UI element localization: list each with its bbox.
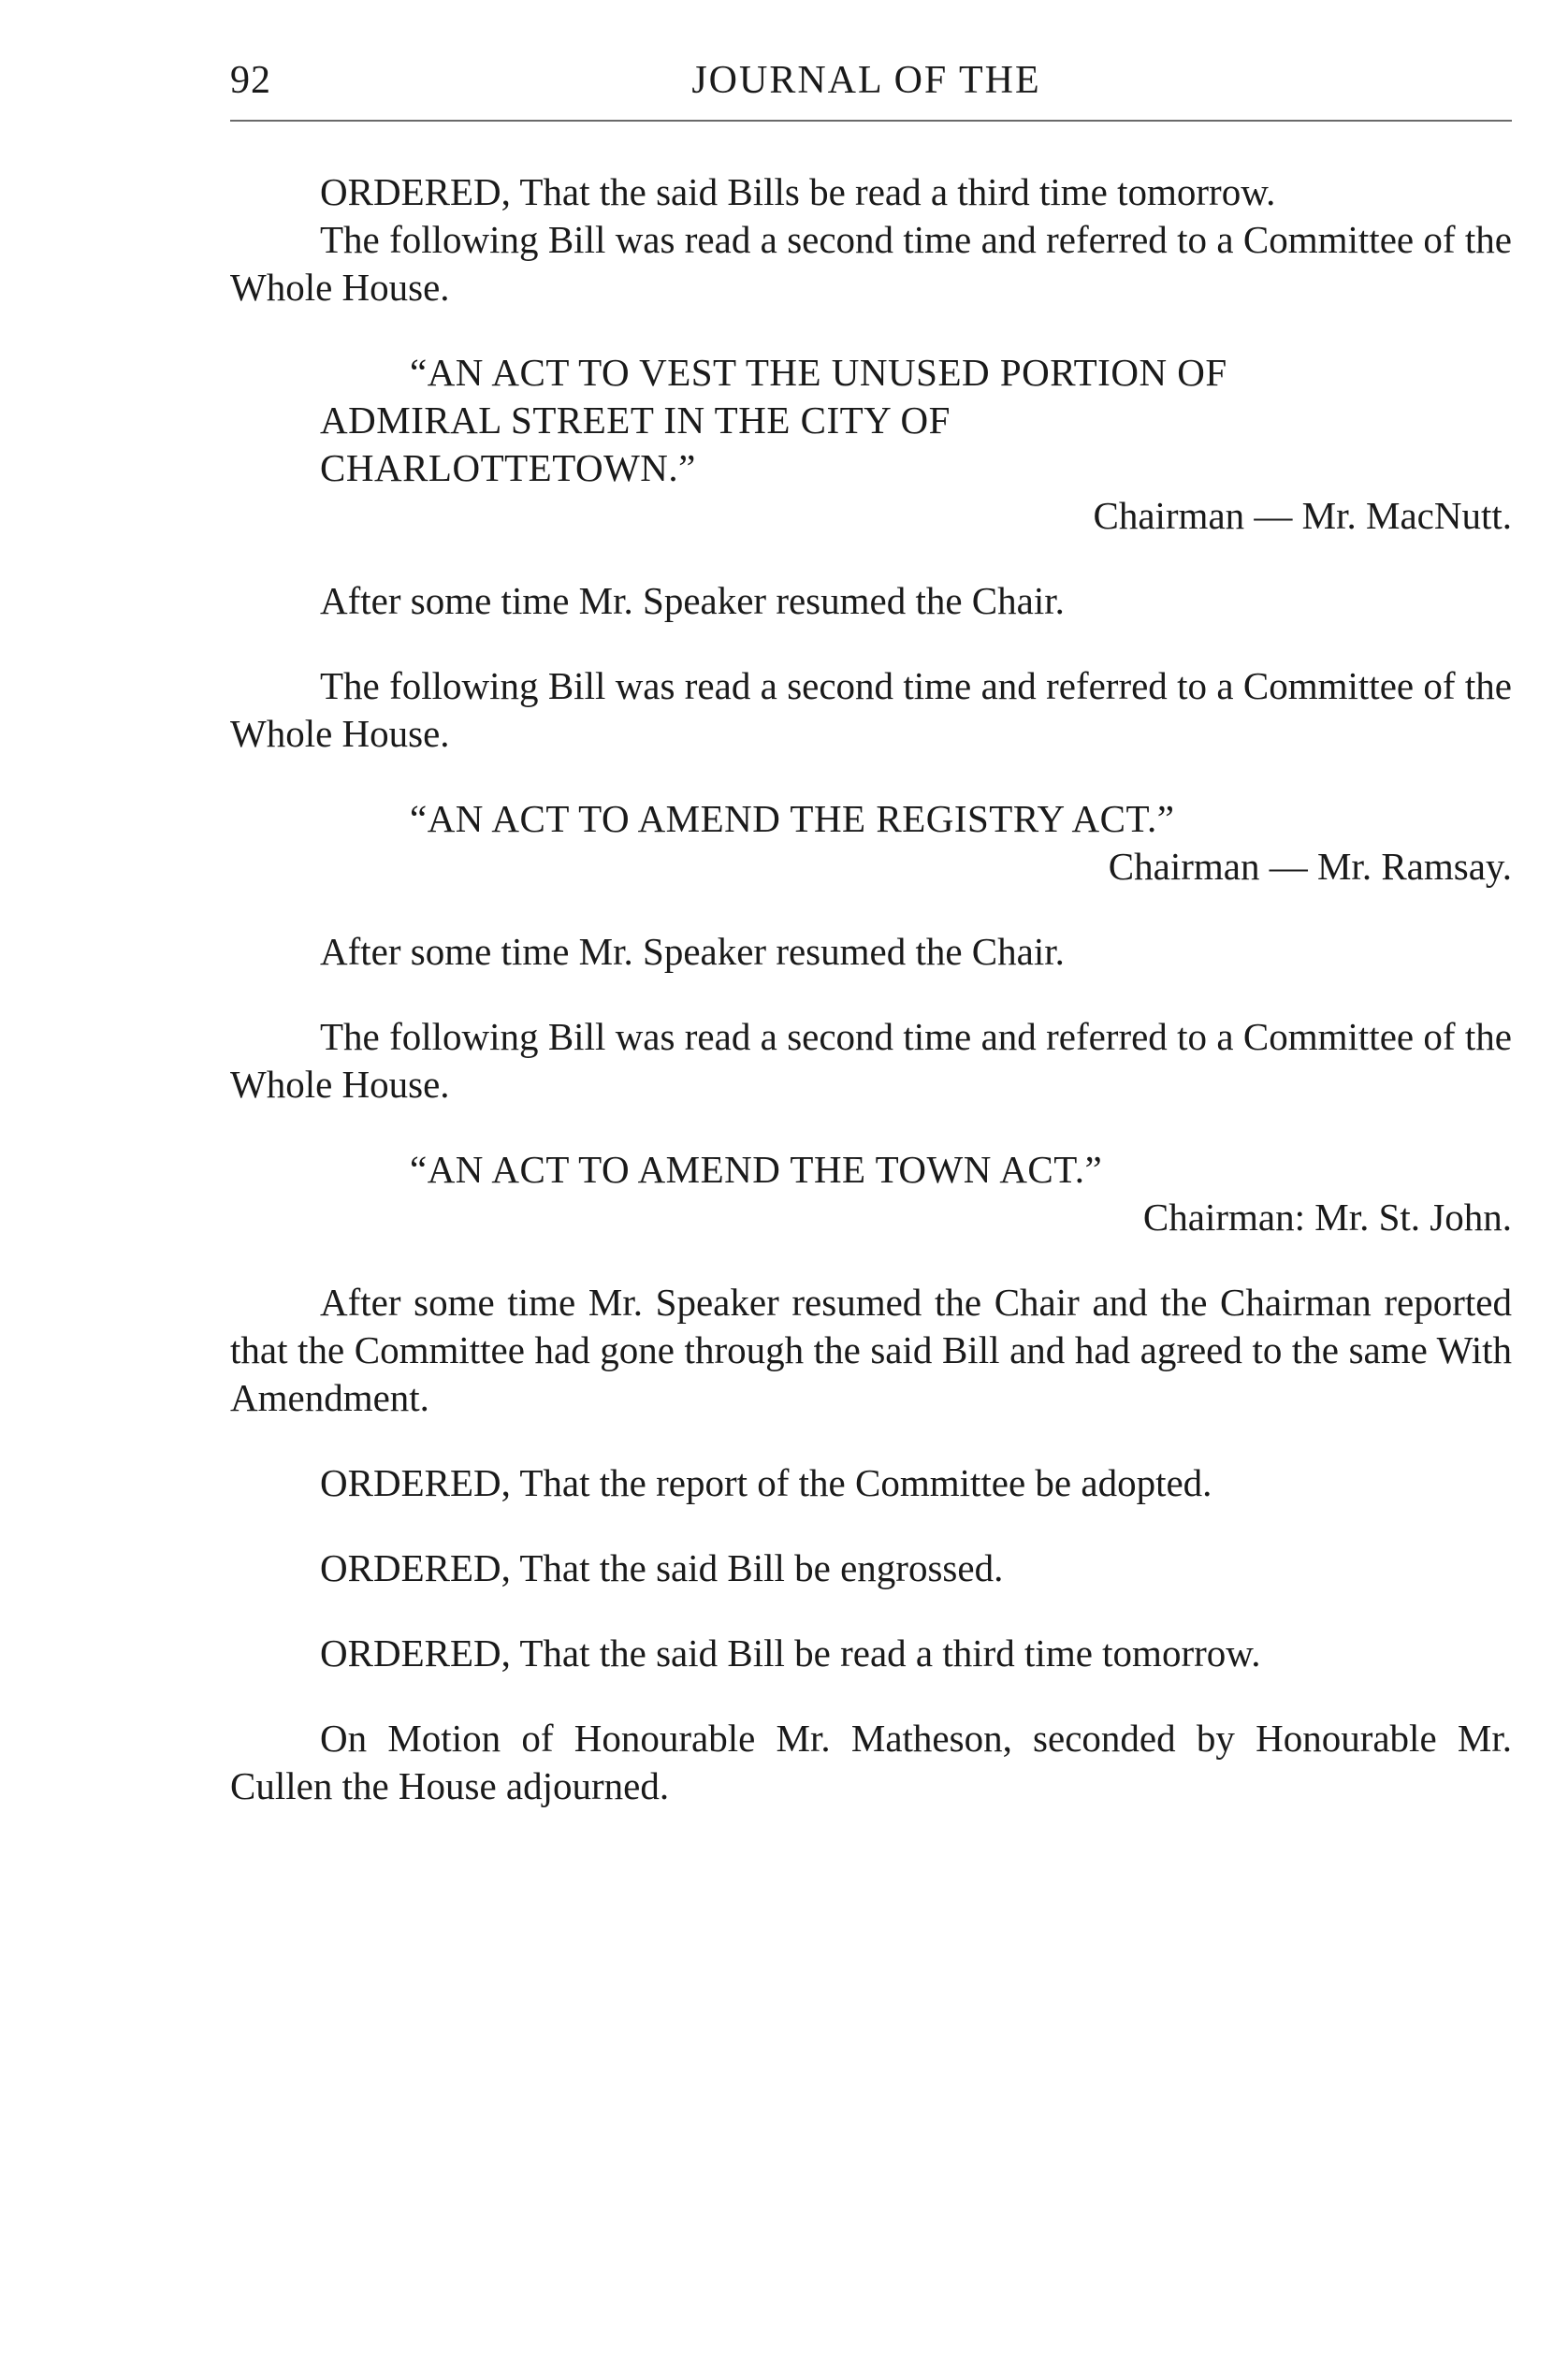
bill-second-reading-1: The following Bill was read a second time and referred to a Committee of the Whole House. [230, 218, 1512, 309]
bill-second-reading-2: The following Bill was read a second time and referred to a Committee of the Whole House. [230, 664, 1512, 755]
page-number: 92 [230, 59, 271, 102]
ordered-third-reading-bills: ORDERED, That the said Bills be read a third time tomorrow. [320, 170, 1276, 213]
ordered-report-adopted: ORDERED, That the report of the Committee be adopted. [320, 1461, 1212, 1504]
journal-body [230, 168, 1512, 1810]
speaker-resumed-1: After some time Mr. Speaker resumed the Chair. [320, 579, 1065, 622]
house-adjourned-motion: On Motion of Honourable Mr. Matheson, seconded by Honourable Mr. Cullen the House adjourned. [230, 1717, 1512, 1807]
chairman-macnutt: Chairman — Mr. MacNutt. [1093, 494, 1512, 537]
page-header [230, 58, 1512, 114]
bill-second-reading-3: The following Bill was read a second time and referred to a Committee of the Whole House. [230, 1015, 1512, 1106]
speaker-resumed-2: After some time Mr. Speaker resumed the Chair. [320, 930, 1065, 973]
chairman-ramsay: Chairman — Mr. Ramsay. [1108, 845, 1512, 888]
committee-report: After some time Mr. Speaker resumed the Chair and the Chairman reported that the Committee had gone through the said Bill and had agreed to the same With Amendment. [230, 1281, 1512, 1419]
ordered-engrossed: ORDERED, That the said Bill be engrossed. [320, 1546, 1004, 1589]
act-title-town-act: “AN ACT TO AMEND THE TOWN ACT.” [410, 1148, 1103, 1191]
act-title-registry-act: “AN ACT TO AMEND THE REGISTRY ACT.” [410, 797, 1175, 840]
header-rule [230, 120, 1512, 122]
ordered-third-reading-bill: ORDERED, That the said Bill be read a third time tomorrow. [320, 1631, 1261, 1675]
chairman-st-john: Chairman: Mr. St. John. [1142, 1196, 1512, 1239]
running-head: JOURNAL OF THE [691, 59, 1041, 102]
act-title-admiral-street: “AN ACT TO VEST THE UNUSED PORTION OF ADMIRAL STREET IN THE CITY OF CHARLOTTETOWN.” [320, 351, 1227, 489]
